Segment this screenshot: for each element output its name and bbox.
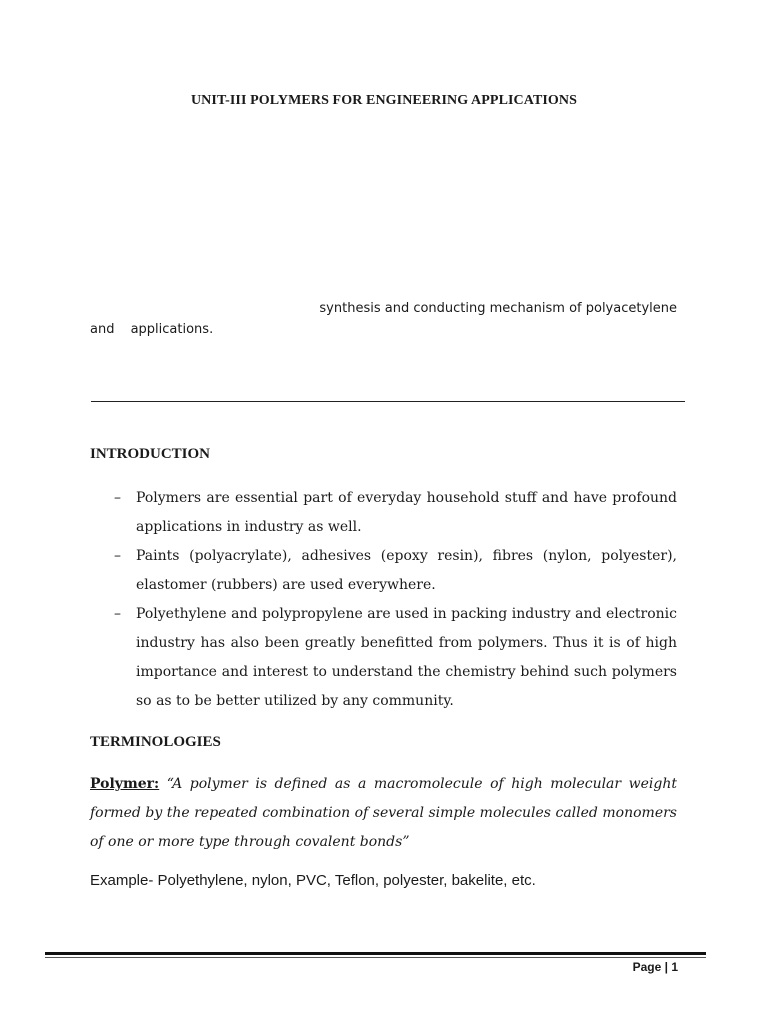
list-item xyxy=(114,542,677,600)
polymer-definition-text: “A polymer is defined as a macromolecule of high molecular weight formed by the repeated combination of several simple molecules called monomers of one or more type through covalent bonds” xyxy=(90,776,677,850)
list-item-text: Paints (polyacrylate), adhesives (epoxy resin), fibres (nylon, polyester), elastomer (rubbers) are used everywhere. xyxy=(136,548,677,593)
list-item-text: Polyethylene and polypropylene are used in packing industry and electronic industry has also been greatly benefitted from polymers. Thus it is of high importance and interest to understand the chemistry behind such polymers so as to be better utilized by any community. xyxy=(136,606,677,709)
objective-line-2: and applications. xyxy=(90,322,214,337)
list-item xyxy=(114,484,677,542)
footer-divider xyxy=(45,952,706,955)
terminologies-heading: TERMINOLOGIES xyxy=(90,734,221,750)
objective-text xyxy=(90,298,677,340)
polymer-term: Polymer: xyxy=(90,776,160,792)
bullet-dash: – xyxy=(114,548,121,564)
bullet-dash: – xyxy=(114,490,121,506)
bullet-dash: – xyxy=(114,606,121,622)
list-item xyxy=(114,600,677,716)
polymer-examples: Example- Polyethylene, nylon, PVC, Teflon, polyester, bakelite, etc. xyxy=(90,872,536,889)
page-number: Page | 1 xyxy=(632,960,678,974)
section-divider xyxy=(91,401,685,402)
objective-line-1: synthesis and conducting mechanism of polyacetylene xyxy=(319,301,677,316)
list-item-text: Polymers are essential part of everyday household stuff and have profound applications in industry as well. xyxy=(136,490,677,535)
introduction-heading: INTRODUCTION xyxy=(90,446,211,462)
introduction-list xyxy=(114,484,677,716)
polymer-definition xyxy=(90,770,677,857)
page-title: UNIT-III POLYMERS FOR ENGINEERING APPLICATIONS xyxy=(190,93,578,108)
footer-divider-thin xyxy=(45,957,706,958)
